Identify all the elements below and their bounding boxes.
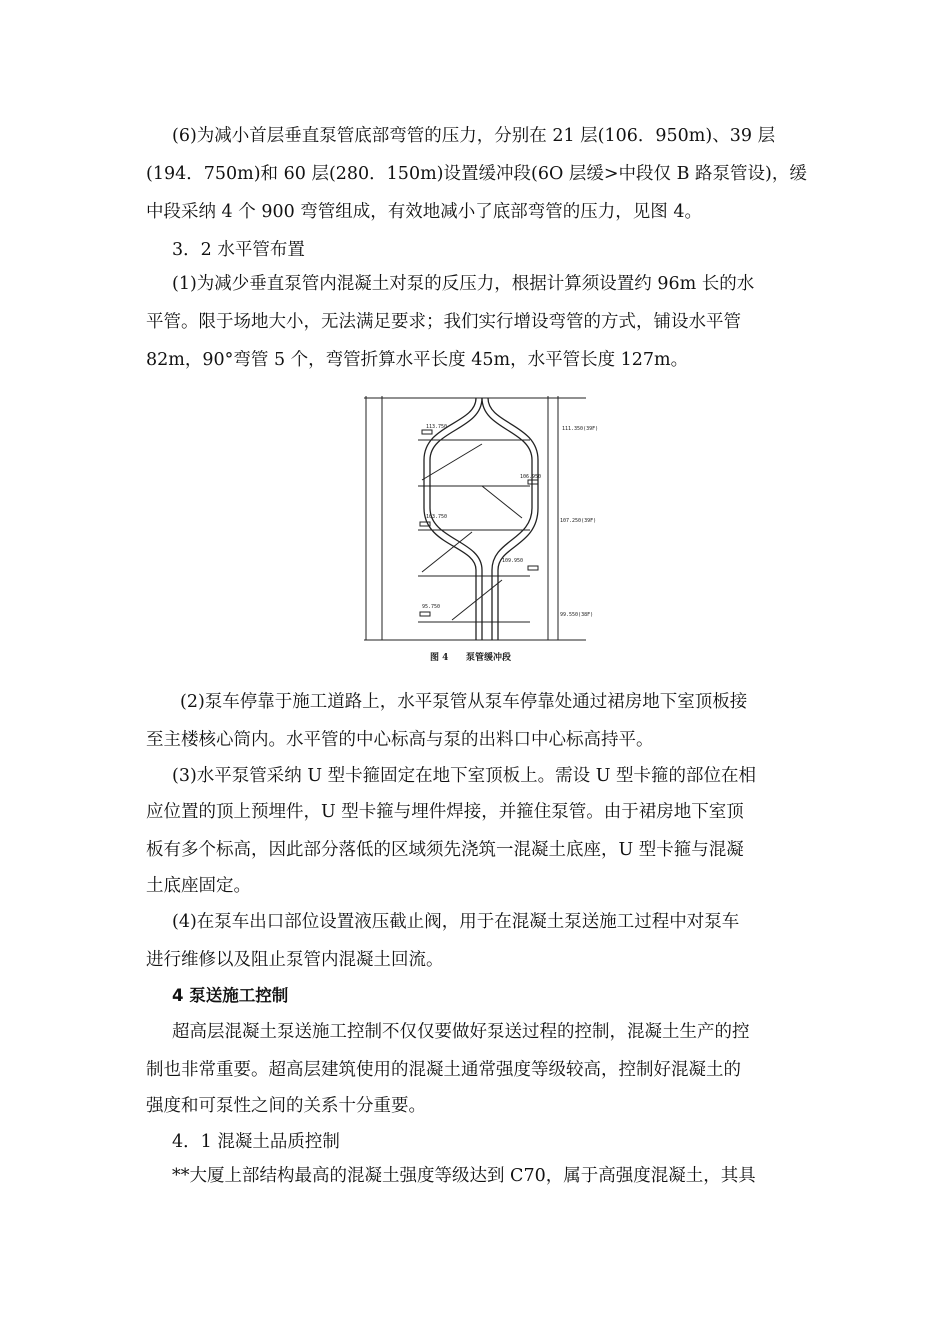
para1-line-1: (6)为减小首层垂直泵管底部弯管的压力，分别在 21 层(106．950m)、39 层: [172, 126, 776, 146]
para7-line-1: **大厦上部结构最高的混凝土强度等级达到 C70，属于高强度混凝土，其具: [172, 1166, 756, 1186]
para5-line-2: 进行维修以及阻止泵管内混凝土回流。: [146, 950, 444, 970]
para6-line-2: 制也非常重要。超高层建筑使用的混凝土通常强度等级较高，控制好混凝土的: [146, 1060, 741, 1080]
para4-line-3: 板有多个标高，因此部分落低的区域须先浇筑一混凝土底座，U 型卡箍与混凝: [146, 840, 744, 860]
para4-line-1: (3)水平泵管采纳 U 型卡箍固定在地下室顶板上。需设 U 型卡箍的部位在相: [172, 766, 757, 786]
pump-pipe-diagram: [362, 390, 608, 670]
para2-line-3: 82m，90°弯管 5 个，弯管折算水平长度 45m，水平管长度 127m。: [146, 350, 689, 370]
elevation-left-3: 95.750: [422, 604, 441, 610]
elevation-right-5: 99.550(38F): [560, 612, 594, 618]
figure-caption-text: 泵管缓冲段: [466, 653, 512, 663]
elevation-right-4: 109.950: [502, 558, 524, 564]
para5-line-1: (4)在泵车出口部位设置液压截止阀，用于在混凝土泵送施工过程中对泵车: [172, 912, 740, 932]
para1-line-2: (194．750m)和 60 层(280．150m)设置缓冲段(6O 层缓>中段仅 B 路泵管设)，缓: [146, 164, 807, 184]
elevation-left-2: 103.750: [426, 514, 448, 520]
para1-line-3: 中段采纳 4 个 900 弯管组成，有效地减小了底部弯管的压力，见图 4。: [146, 202, 702, 222]
elevation-right-2: 106.950: [520, 474, 542, 480]
heading-4-1: 4．1 混凝土品质控制: [172, 1132, 340, 1152]
para3-line-2: 至主楼核心筒内。水平管的中心标高与泵的出料口中心标高持平。: [146, 730, 654, 750]
para6-line-3: 强度和可泵性之间的关系十分重要。: [146, 1096, 426, 1116]
elevation-right-3: 107.250(39F): [560, 518, 597, 524]
heading-4: 4 泵送施工控制: [172, 986, 289, 1005]
para4-line-2: 应位置的顶上预埋件，U 型卡箍与埋件焊接，并箍住泵管。由于裙房地下室顶: [146, 802, 744, 822]
para2-line-1: (1)为减少垂直泵管内混凝土对泵的反压力，根据计算须设置约 96m 长的水: [172, 274, 755, 294]
figure-caption-number: 图 4: [430, 653, 449, 663]
figure-pump-pipe-buffer: [362, 390, 608, 670]
para6-line-1: 超高层混凝土泵送施工控制不仅仅要做好泵送过程的控制，混凝土生产的控: [172, 1022, 750, 1042]
para4-line-4: 土底座固定。: [146, 876, 251, 896]
elevation-left-1: 113.750: [426, 424, 448, 430]
heading-3-2: 3．2 水平管布置: [172, 240, 305, 260]
para3-line-1: (2)泵车停靠于施工道路上，水平泵管从泵车停靠处通过裙房地下室顶板接: [180, 692, 748, 712]
para2-line-2: 平管。限于场地大小，无法满足要求；我们实行增设弯管的方式，铺设水平管: [146, 312, 741, 332]
elevation-right-1: 111.350(39F): [562, 426, 599, 432]
